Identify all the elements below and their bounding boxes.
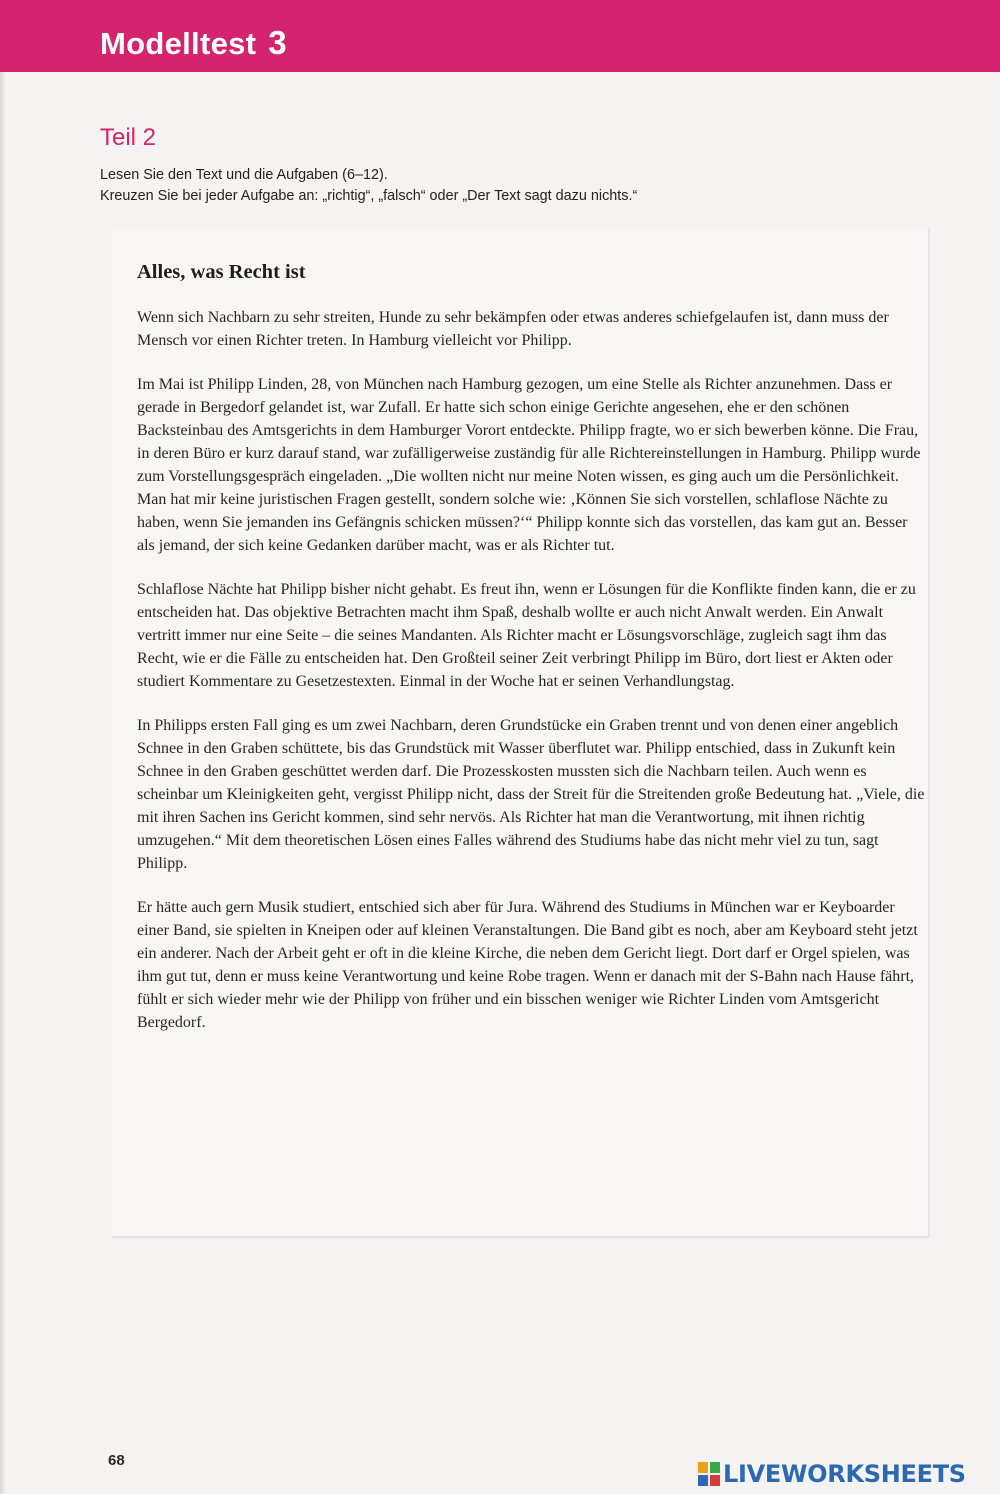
instruction-line: Kreuzen Sie bei jeder Aufgabe an: „richtig“, „falsch“ oder „Der Text sagt dazu nichts.“ [100,188,638,204]
article-paragraph: Im Mai ist Philipp Linden, 28, von München nach Hamburg gezogen, um eine Stelle als Richter anzunehmen. Dass er gerade in Bergedorf gelandet ist, war Zufall. Er hatte sich schon einige Gerichte angesehen, ehe er den schönen Backsteinbau des Amtsgerichts in dem Hamburger Vorort entdeckte. Philipp fragte, wo er sich bewerben könne. Die Frau, in deren Büro er kurz darauf stand, war zufälligerweise zuständig für alle Richtereinstellungen in Hamburg. Philipp wurde zum Vorstellungsgespräch eingeladen. „Die wollten nicht nur meine Noten wissen, es ging auch um die Persönlichkeit. Man hat mir keine juristischen Fragen gestellt, sondern solche wie: ‚Können Sie sich vorstellen, schlaflose Nächte zu haben, wenn Sie jemanden ins Gefängnis schicken müssen?‘“ Philipp konnte sich das vorstellen, das kam gut an. Besser als jemand, der sich keine Gedanken darüber macht, was er als Richter tut. [137,376,921,554]
instruction-line: Lesen Sie den Text und die Aufgaben (6–12). [100,167,388,183]
article-paragraph: In Philipps ersten Fall ging es um zwei Nachbarn, deren Grundstücke ein Graben trennt und von denen einer angeblich Schnee in den Graben schüttete, bis das Grundstück mit Wasser überflutet war. Philipp entschied, dass in Zukunft kein Schnee in den Graben geschüttet werden darf. Die Prozesskosten mussten sich die Nachbarn teilen. Auch wenn es scheinbar um Kleinigkeiten geht, vergisst Philipp nicht, dass der Streit für die Streitenden große Bedeutung hat. „Viele, die mit ihren Sachen ins Gericht kommen, sind sehr nervös. Als Richter hat man die Verantwortung, mit ihnen richtig umzugehen.“ Mit dem theoretischen Lösen eines Falles während des Studiums habe das nicht mehr viel zu tun, sagt Philipp. [137,717,925,872]
modelltest-number: 3 [268,24,287,61]
page-binding-shadow [0,72,6,1494]
instructions [100,165,940,207]
brand-text: LIVEWORKSHEETS [723,1460,966,1488]
article [137,258,927,1055]
header-bar [0,0,1000,72]
article-title: Alles, was Recht ist [137,261,306,283]
page-number: 68 [108,1452,125,1469]
page-title-text: Modelltest [100,26,257,61]
liveworksheets-logo-icon [698,1462,720,1486]
article-paragraph: Wenn sich Nachbarn zu sehr streiten, Hunde zu sehr bekämpfen oder etwas anderes schiefgelaufen ist, dann muss der Mensch vor einen Richter treten. In Hamburg vielleicht vor Philipp. [137,309,889,349]
page-title [100,24,287,62]
article-paragraph: Er hätte auch gern Musik studiert, entschied sich aber für Jura. Während des Studiums in München war er Keyboarder einer Band, sie spielten in Kneipen oder auf kleinen Veranstaltungen. Die Band gibt es noch, aber am Keyboard steht jetzt ein anderer. Nach der Arbeit geht er oft in die kleine Kirche, die neben dem Gericht liegt. Dort darf er Orgel spielen, was ihm gut tut, denn er muss keine Verantwortung und keine Robe tragen. Wenn er danach mit der S-Bahn nach Hause fährt, fühlt er sich wieder mehr wie der Philipp von früher und ein bisschen weniger wie Richter Linden vom Amtsgericht Bergedorf. [137,899,918,1031]
liveworksheets-brand[interactable] [698,1460,966,1488]
article-paragraph: Schlaflose Nächte hat Philipp bisher nicht gehabt. Es freut ihn, wenn er Lösungen für die Konflikte finden kann, die er zu entscheiden hat. Das objektive Betrachten macht ihm Spaß, deshalb wollte er auch nicht Anwalt werden. Ein Anwalt vertritt immer nur eine Seite – die seines Mandanten. Als Richter macht er Lösungsvorschläge, zugleich sagt ihm das Recht, wie er die Fälle zu entscheiden hat. Den Großteil seiner Zeit verbringt Philipp im Büro, dort liest er Akten oder studiert Kommentare zu Gesetzestexten. Einmal in der Woche hat er seinen Verhandlungstag. [137,581,916,690]
section-title: Teil 2 [100,124,157,151]
